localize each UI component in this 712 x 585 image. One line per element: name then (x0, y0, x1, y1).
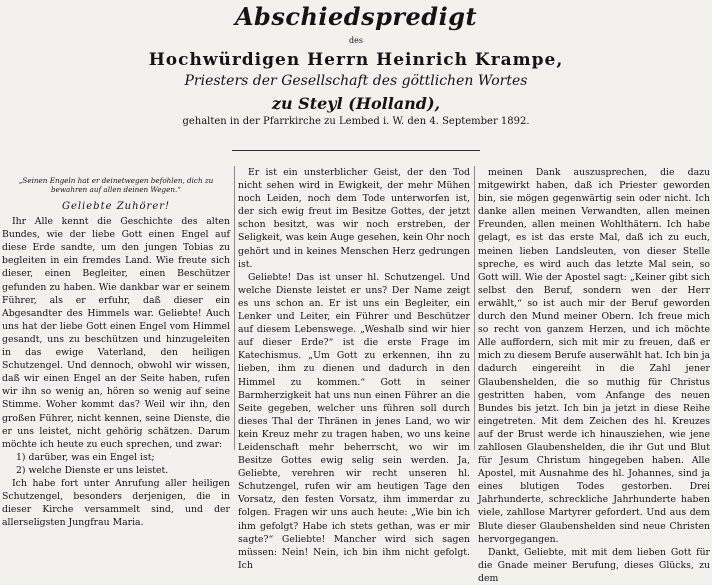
list-item-1: 1) darüber, was ein Engel ist; (16, 451, 155, 463)
salutation-heading: Geliebte Zuhörer! (61, 201, 171, 212)
subtitle-place: zu Steyl (Holland), (271, 94, 441, 113)
column-divider-2 (474, 166, 475, 450)
column-1-paragraph-2: Ich habe fort unter Anrufung aller heiligen Schutzengel, besonders derjenigen, die in dieser Kirche versammelt sind, und der allerseligsten Jungfrau Maria. (2, 477, 230, 529)
column-3 (478, 166, 710, 585)
subtitle-date: gehalten in der Pfarrkirche zu Lembed i. W. den 4. September 1892. (182, 116, 530, 127)
preacher-name: Hochwürdigen Herrn Heinrich Krampe, (148, 50, 564, 70)
column-2-paragraph-1: Er ist ein unsterblicher Geist, der den Tod nicht sehen wird in Ewigkeit, der mehr Mühen noch Leiden, noch dem Tode unterworfen ist, der sich ewig freut im Besitze Gottes, der jetzt schon besitzt, was wir noch erstreben, der Seligkeit, was kein Auge gesehen, kein Ohr noch gehört und in keines Menschen Herz gedrungen ist. (238, 167, 470, 270)
column-2-paragraph-2: Geliebte! Das ist unser hl. Schutzengel. Und welche Dienste leistet er uns? Der Name zeigt es uns schon an. Er ist uns ein Begleiter, ein Lenker und Leiter, ein Führer und Beschützer auf diesem Lebenswege. „Weshalb sind wir hier auf dieser Erde?“ ist die erste Frage im Katechismus. „Um Gott zu erkennen, ihn zu lieben, ihm zu dienen und dadurch in den Himmel zu kommen.“ Gott in seiner Barmherzigkeit hat uns nun einen Führer an die Seite gegeben, welcher uns führen soll durch dieses Thal der Thränen in jenes Land, wo wir kein Kreuz mehr zu tragen haben, wo uns keine Leidenschaft mehr beherrscht, wo wir im Besitze Gottes ewig selig sein werden. Ja, Geliebte, verehren wir recht unseren hl. Schutzengel, rufen wir am heutigen Tage den Vorsatz, den festen Vorsatz, ihm immerdar zu folgen. Fragen wir uns auch heute: „Wie bin ich ihm gefolgt? Habe ich stets gethan, was er mir sagte?“ Geliebte! Mancher wird sich sagen müssen: Nein! Nein, ich bin ihm nicht gefolgt. Ich (238, 271, 470, 571)
motto-quote: „Seinen Engeln hat er deinetwegen befohlen, dich zu bewahren auf allen deinen Wegen.“ (18, 176, 214, 194)
column-divider-1 (234, 166, 235, 450)
column-3-paragraph-2: Dankt, Geliebte, mit mit dem lieben Gott für die Gnade meiner Berufung, dieses Glücks, zu dem (478, 546, 710, 584)
column-2 (238, 166, 470, 572)
page-title: Abschiedspredigt (234, 2, 478, 31)
title-divider (232, 150, 480, 151)
column-1-paragraph-1: Ihr Alle kennt die Geschichte des alten Bundes, wie der liebe Gott einen Engel auf diese Erde sandte, um den jungen Tobias zu begleiten in ein fremdes Land. Wie freute sich dieser, einen Begleiter, einen Beschützer gefunden zu haben. Wie dankbar war er seinem Führer, als er erfuhr, daß dieser ein Abgesandter des Himmels war. Geliebte! Auch uns hat der liebe Gott einen Engel vom Himmel gesandt, uns zu beschützen und hinzugeleiten in das ewige Vaterland, den heiligen Schutzengel. Und dennoch, obwohl wir wissen, daß wir einen Engel an der Seite haben, rufen wir ihn so wenig an, hören so wenig auf seine Stimme. Woher kommt das? Weil wir ihn, den großen Führer, nicht kennen, seine Dienste, die er uns leistet, nicht gehörig schätzen. Darum möchte ich heute zu euch sprechen, und zwar: (2, 216, 230, 450)
list-item-2: 2) welche Dienste er uns leistet. (16, 464, 169, 476)
subtitle-society: Priesters der Gesellschaft des göttlichen Wortes (184, 73, 528, 89)
column-3-paragraph-1: meinen Dank auszusprechen, die dazu mitgewirkt haben, daß ich Priester geworden bin, sie mögen gegenwärtig sein oder nicht. Ich danke allen meinen Verwandten, allen meinen Freunden, allen meinen Wohlthätern. Ich habe gelagt, es ist das erste Mal, daß ich zu euch, meinen lieben Landsleuten, von dieser Stelle spreche, es wird auch das letzte Mal sein, so Gott will. Wie der Apostel sagt: „Keiner gibt sich selbst den Beruf, sondern wen der Herr erwählt,“ so ist auch mir der Beruf geworden durch den Mund meiner Obern. Ich freue mich so recht von ganzem Herzen, und ich möchte Alle auffordern, sich mit mir zu freuen, daß er mich zu diesem Berufe auserwählt hat. Ich bin ja dadurch eingereiht in die Zahl jener Glaubenshelden, die so muthig für Christus gestritten haben, vom Anfange des neuen Bundes bis jetzt. Ich bin ja jetzt in diese Reihe eingetreten. Mit dem Zeichen des hl. Kreuzes auf der Brust werde ich hinausziehen, wie jene zahllosen Glaubenshelden, die ihr Gut und Blut für Jesum Christum hingegeben haben. Alle Apostel, mit Ausnahme des hl. Johannes, sind ja eines blutigen Todes gestorben. Drei Jahrhunderte, schreckliche Jahrhunderte haben viele, zahllose Martyrer gefordert. Und aus dem Blute dieser Glaubenshelden sind neue Christen hervorgegangen. (478, 167, 710, 545)
title-connector: des (349, 36, 363, 45)
column-1 (2, 166, 230, 529)
